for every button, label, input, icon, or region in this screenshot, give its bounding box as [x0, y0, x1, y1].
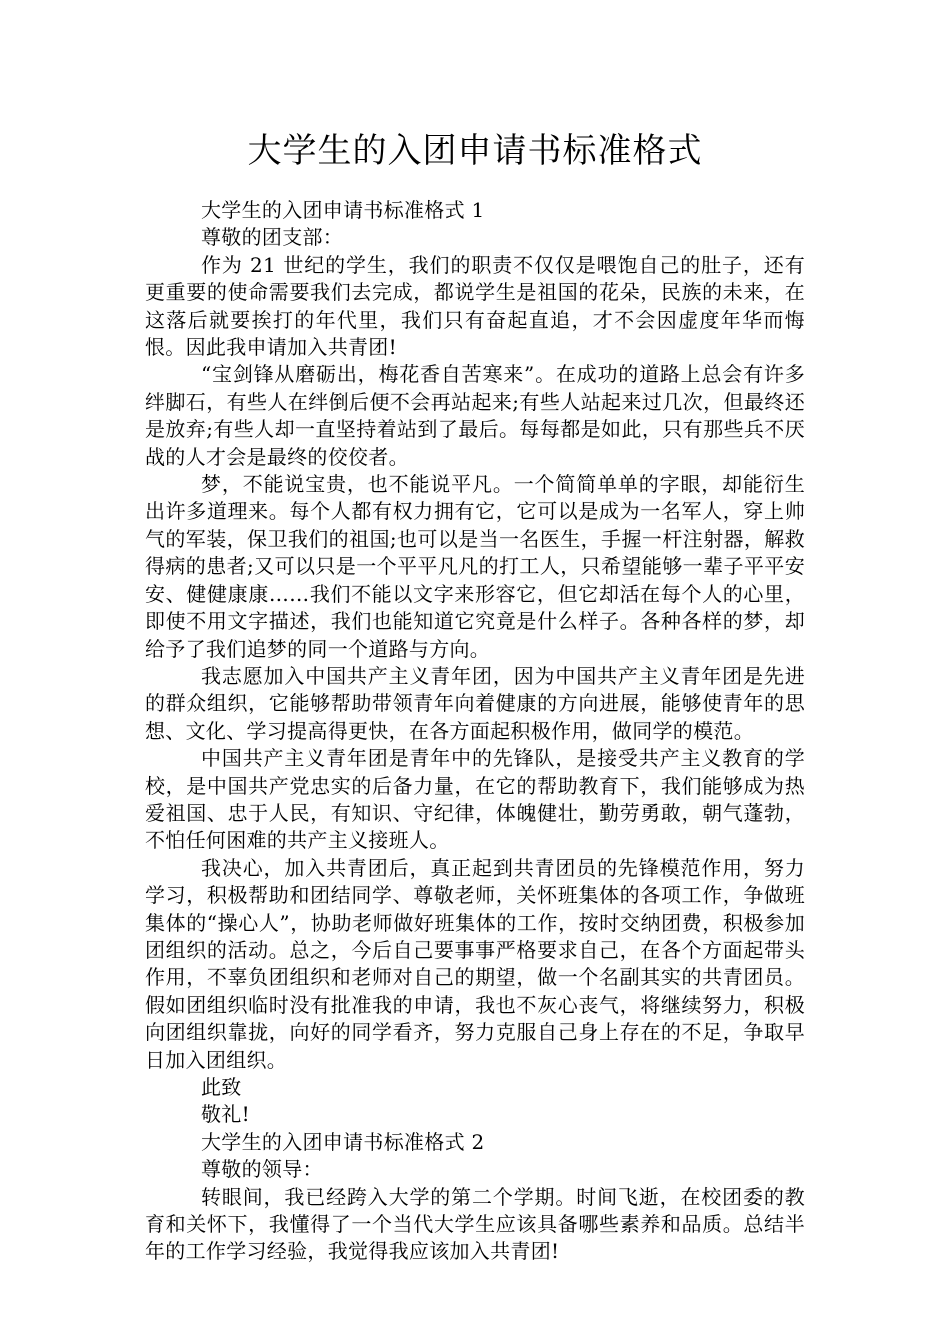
body-paragraph: 我志愿加入中国共产主义青年团，因为中国共产主义青年团是先进的群众组织，它能够帮助带领青年向着健康的方向进展，能够使青年的思想、文化、学习提高得更快，在各方面起积极作用，做同学的模范。: [145, 663, 805, 743]
document-title: 大学生的入团申请书标准格式: [247, 131, 703, 171]
body-paragraph: 作为 21 世纪的学生，我们的职责不仅仅是喂饱自己的肚子，还有更重要的使命需要我们去完成，都说学生是祖国的花朵，民族的未来，在这落后就要挨打的年代里，我们只有奋起直追，才不会因虚度年华而悔恨。因此我申请加入共青团!: [145, 252, 805, 360]
salutation-1: 尊敬的团支部：: [201, 225, 344, 250]
body-paragraph: 梦，不能说宝贵，也不能说平凡。一个简简单单的字眼，却能衍生出许多道理来。每个人都有权力拥有它，它可以是成为一名军人，穿上帅气的军装，保卫我们的祖国;也可以是当一名医生，手握一杆注射器，解救得病的患者;又可以只是一个平平凡凡的打工人，只希望能够一辈子平平安安、健健康康……我们不能以文字来形容它，但它却活在每个人的心里，即使不用文字描述，我们也能知道它究竟是什么样子。各种各样的梦，却给予了我们追梦的同一个道路与方向。: [145, 472, 805, 661]
body-paragraph: 我决心，加入共青团后，真正起到共青团员的先锋模范作用，努力学习，积极帮助和团结同学、尊敬老师，关怀班集体的各项工作，争做班集体的“操心人”，协助老师做好班集体的工作，按时交纳团费，积极参加团组织的活动。总之，今后自己要事事严格要求自己，在各个方面起带头作用，不辜负团组织和老师对自己的期望，做一个名副其实的共青团员。假如团组织临时没有批准我的申请，我也不灰心丧气，将继续努力，积极向团组织靠拢，向好的同学看齐，努力克服自己身上存在的不足，争取早日加入团组织。: [145, 855, 805, 1072]
document-body: [145, 197, 805, 1266]
body-paragraph: “宝剑锋从磨砺出，梅花香自苦寒来”。在成功的道路上总会有许多绊脚石，有些人在绊倒后便不会再站起来;有些人站起来过几次，但最终还是放弃;有些人却一直坚持着站到了最后。每每都是如此，只有那些兵不厌战的人才会是最终的佼佼者。: [145, 362, 805, 469]
closing-regards: 敬礼!: [201, 1102, 250, 1127]
body-paragraph: 中国共产主义青年团是青年中的先锋队，是接受共产主义教育的学校，是中国共产党忠实的后备力量，在它的帮助教育下，我们能够成为热爱祖国、忠于人民，有知识、守纪律，体魄健壮，勤劳勇敢，朝气蓬勃，不怕任何困难的共产主义接班人。: [145, 746, 805, 853]
section-heading-2: 大学生的入团申请书标准格式 2: [201, 1129, 485, 1154]
closing-line: 此致: [201, 1075, 242, 1099]
body-paragraph: 转眼间，我已经跨入大学的第二个学期。时间飞逝，在校团委的教育和关怀下，我懂得了一个当代大学生应该具备哪些素养和品质。总结半年的工作学习经验，我觉得我应该加入共青团!: [145, 1184, 805, 1264]
section-heading-1: 大学生的入团申请书标准格式 1: [201, 198, 485, 222]
salutation-2: 尊敬的领导：: [201, 1157, 323, 1182]
